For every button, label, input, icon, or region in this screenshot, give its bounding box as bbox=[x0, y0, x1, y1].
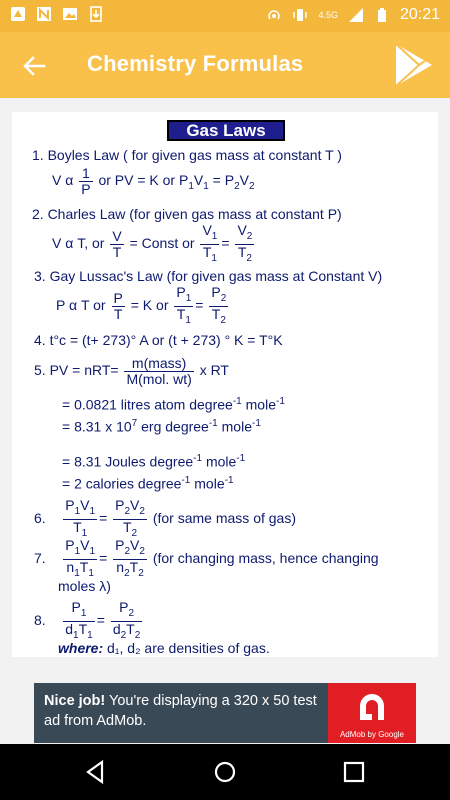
formula-5-value-3: = 8.31 Joules degree$^{-1}$ mole$^{-1}$ bbox=[62, 453, 246, 470]
formula-7: 7. $\frac{P_1V_1}{n_1T_1}$ = $\frac{P_2V_2}{n_2T_2}$ (for changing mass, hence changing bbox=[34, 537, 379, 579]
where-note: where: d₁, d₂ are densities of gas. bbox=[58, 640, 270, 656]
formula-5-value-1: = 0.0821 litres atom degree$^{-1}$ mole$^{-1}$ bbox=[62, 396, 285, 413]
f5-fraction: $\frac{\text{m(mass)}}{\text{M(mol. wt)}}$ bbox=[126, 355, 192, 387]
formula-2-title: 2. Charles Law (for given gas mass at constant P) bbox=[32, 206, 342, 222]
f1-part: or PV = K or P bbox=[98, 172, 189, 189]
formula-4: 4. t°c = (t+ 273)° A or (t + 273) ° K = T°K bbox=[34, 332, 283, 348]
admob-icon bbox=[356, 692, 388, 722]
f1-part: V bbox=[193, 172, 204, 189]
f1-part: V α bbox=[52, 172, 74, 189]
f7-fraction: $\frac{P_1V_1}{n_1T_1}$ bbox=[65, 537, 96, 579]
f2-den: T bbox=[112, 243, 122, 260]
notification-icon bbox=[10, 6, 26, 22]
f2-fraction: $\frac{V_1}{T_1}$ bbox=[202, 222, 218, 264]
f1-fraction bbox=[79, 166, 92, 197]
f8-fraction: $\frac{P_1}{d_1T_1}$ bbox=[65, 599, 93, 641]
formula-page bbox=[12, 112, 438, 657]
f6-fraction: $\frac{P_1V_1}{T_1}$ bbox=[65, 497, 96, 539]
f8-fraction: $\frac{P_2}{d_2T_2}$ bbox=[112, 599, 141, 641]
f3-fraction: $\frac{P_1}{T_1}$ bbox=[176, 284, 192, 326]
ad-banner[interactable] bbox=[34, 683, 416, 743]
section-heading: Gas Laws bbox=[167, 120, 285, 141]
formula-1-title: 1. Boyles Law ( for given gas mass at constant T ) bbox=[32, 147, 342, 163]
signal-icon bbox=[348, 7, 364, 23]
f2-fraction: $\frac{V_2}{T_2}$ bbox=[237, 222, 253, 264]
clock: 20:21 bbox=[399, 6, 440, 23]
f1-part: = P bbox=[208, 172, 235, 189]
formula-1-equation: V α $\frac{1}{P}$ or PV = K or $P_1V_1 = P_2V_2$ bbox=[52, 165, 255, 197]
f2-num: V bbox=[112, 227, 122, 244]
formula-2-equation: V α T, or $\frac{V}{T}$ = Const or $\frac{V_1}{T_1}$ = $\frac{V_2}{T_2}$ bbox=[52, 222, 253, 264]
formula-3-equation: P α T or $\frac{P}{T}$ = K or $\frac{P_1}{T_1}$ = $\frac{P_2}{T_2}$ bbox=[56, 284, 227, 326]
f1-part: V bbox=[239, 172, 249, 189]
formula-5-equation: 5. PV = nRT= $\frac{\text{m(mass)}}{\text{M(mol. wt)}}$ x RT bbox=[34, 355, 229, 387]
f1-den: P bbox=[81, 181, 91, 197]
f3-fraction: $\frac{P_2}{T_2}$ bbox=[211, 284, 227, 326]
formula-6: 6. $\frac{P_1V_1}{T_1}$ = $\frac{P_2V_2}{T_2}$ (for same mass of gas) bbox=[34, 497, 296, 539]
page-title: Chemistry Formulas bbox=[87, 51, 304, 76]
f7-fraction: $\frac{P_2V_2}{n_2T_2}$ bbox=[115, 537, 145, 579]
nav-back-icon[interactable] bbox=[82, 758, 110, 786]
nav-home-icon[interactable] bbox=[211, 758, 239, 786]
ad-text[interactable]: Nice job! You're displaying a 320 x 50 test ad from AdMob. bbox=[44, 693, 317, 729]
f2-part: V α T, or bbox=[52, 235, 105, 251]
network-type: 4.5G bbox=[318, 10, 338, 20]
formula-5-value-2: = 8.31 x $10^7$ erg degree$^{-1}$ mole$^{-1}$ bbox=[62, 418, 261, 435]
hotspot-icon bbox=[266, 7, 282, 23]
app-bar bbox=[0, 32, 450, 98]
f2-part: = Const or bbox=[129, 235, 195, 251]
formula-7-note: moles λ) bbox=[58, 578, 111, 594]
formula-3-title: 3. Gay Lussac's Law (for given gas mass at Constant V) bbox=[34, 268, 383, 284]
f1-num: 1 bbox=[79, 166, 92, 182]
image-icon bbox=[62, 6, 78, 22]
download-icon bbox=[88, 6, 104, 22]
back-arrow-icon[interactable] bbox=[18, 50, 50, 82]
f3-fraction: $\frac{P}{T}$ bbox=[113, 289, 123, 322]
admob-logo[interactable]: AdMob by Google bbox=[328, 683, 416, 743]
nav-recents-icon[interactable] bbox=[340, 758, 368, 786]
vibrate-icon bbox=[292, 7, 308, 23]
status-bar bbox=[0, 0, 450, 32]
system-nav-bar bbox=[0, 744, 450, 800]
f6-fraction: $\frac{P_2V_2}{T_2}$ bbox=[115, 497, 145, 539]
formula-5-value-4: = 2 calories degree$^{-1}$ mole$^{-1}$ bbox=[62, 475, 234, 492]
play-store-icon[interactable] bbox=[392, 41, 436, 89]
f2-fraction bbox=[110, 229, 123, 260]
n-icon bbox=[36, 6, 52, 22]
formula-8: 8. $\frac{P_1}{d_1T_1}$ = $\frac{P_2}{d_2T_2}$ bbox=[34, 599, 141, 641]
f3-part: P α T or bbox=[56, 297, 106, 313]
battery-icon bbox=[374, 7, 390, 23]
f3-part: = K or bbox=[130, 297, 169, 313]
